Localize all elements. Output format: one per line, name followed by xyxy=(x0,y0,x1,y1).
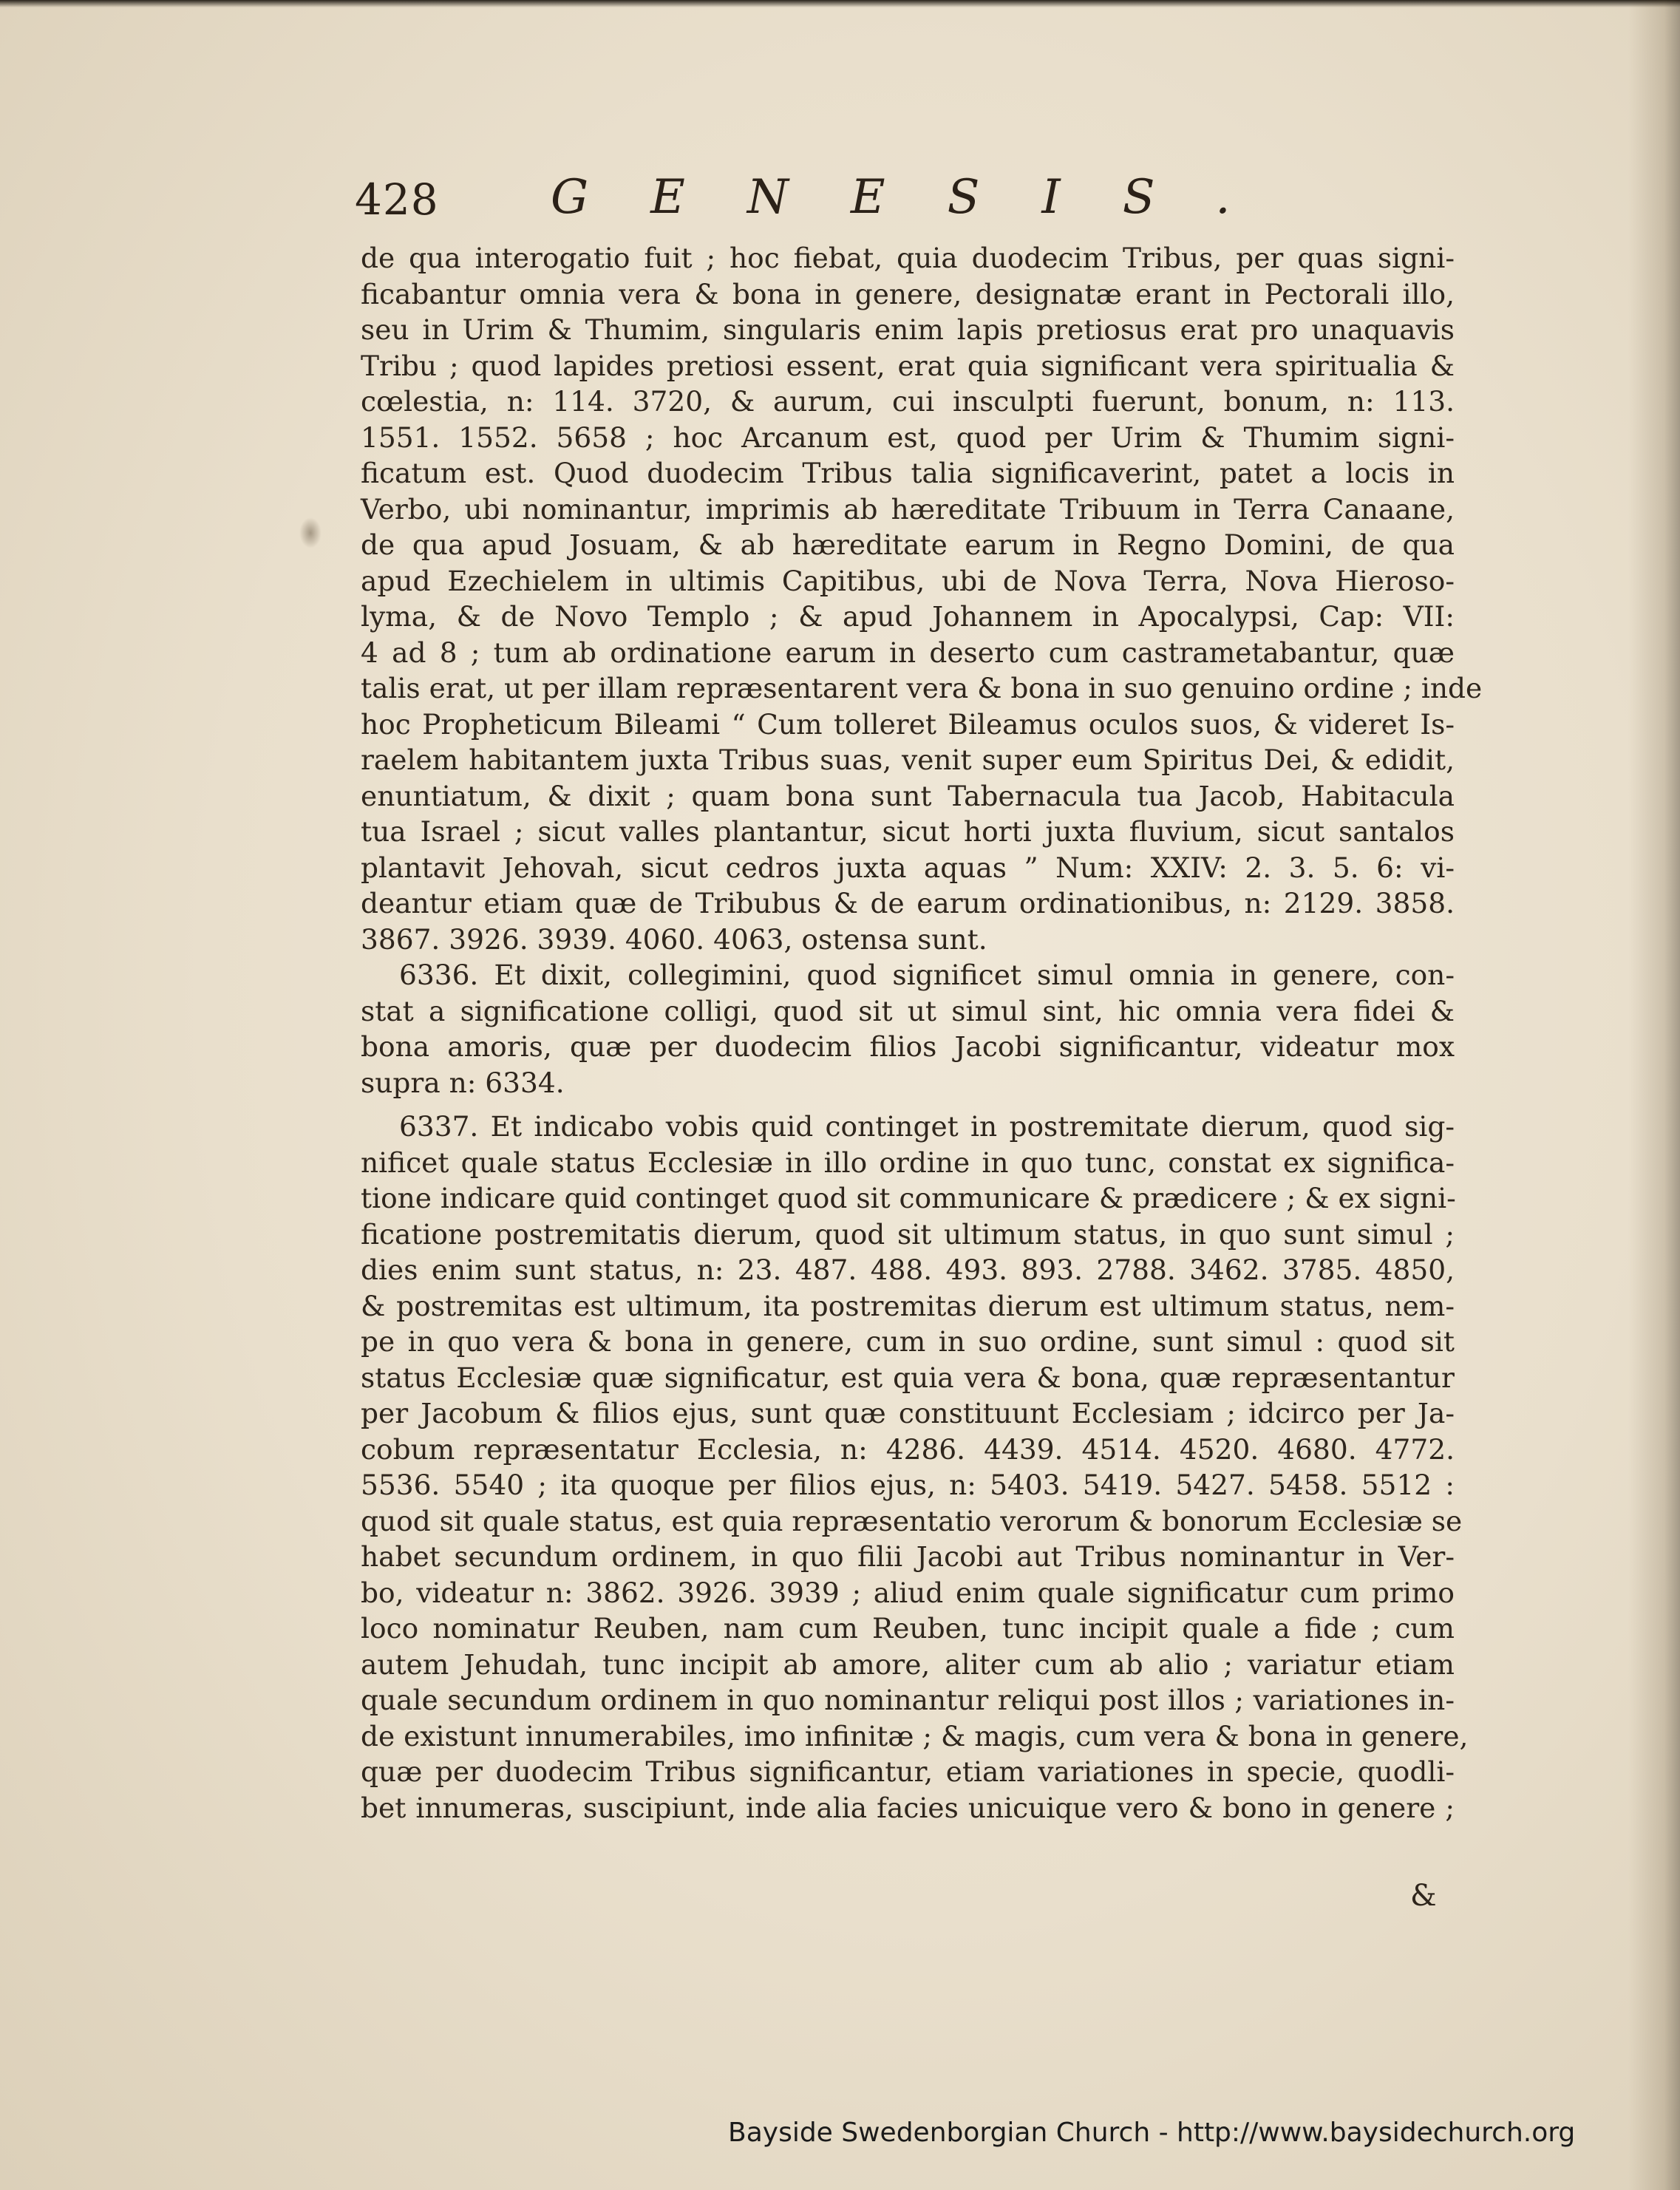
text-line: cobum repræsentatur Ecclesia, n: 4286. 4439. 4514. 4520. 4680. 4772. xyxy=(361,1432,1455,1466)
footer-credit: Bayside Swedenborgian Church - http://www.baysidechurch.org xyxy=(728,2118,1576,2148)
paragraph-6336-line: 6336. Et dixit, collegimini, quod significet simul omnia in genere, con- xyxy=(399,959,1455,991)
text-line: autem Jehudah, tunc incipit ab amore, aliter cum ab alio ; variatur etiam xyxy=(361,1647,1455,1681)
text-line: quod sit quale status, est quia repræsentatio verorum & bonorum Ecclesiæ se xyxy=(361,1504,1463,1537)
text-line: per Jacobum & filios ejus, sunt quæ constituunt Ecclesiam ; idcirco per Ja- xyxy=(361,1397,1455,1429)
text-line: 4 ad 8 ; tum ab ordinatione earum in deserto cum castrametabantur, quæ xyxy=(361,636,1455,669)
text-line: ficabantur omnia vera & bona in genere, designatæ erant in Pectorali illo, xyxy=(361,277,1455,310)
text-line: tua Israel ; sicut valles plantantur, sicut horti juxta fluvium, sicut santalos xyxy=(361,815,1455,848)
page-number: 428 xyxy=(355,174,439,225)
text-line: ficatione postremitatis dierum, quod sit ultimum status, in quo sunt simul ; xyxy=(361,1217,1455,1251)
text-line: apud Ezechielem in ultimis Capitibus, ubi de Nova Terra, Nova Hieroso- xyxy=(361,564,1455,597)
body-text xyxy=(361,240,1483,1826)
text-line: loco nominatur Reuben, nam cum Reuben, tunc incipit quale a fide ; cum xyxy=(361,1612,1455,1645)
text-line: bo, videatur n: 3862. 3926. 3939 ; aliud enim quale significatur cum primo xyxy=(361,1576,1455,1609)
text-line: de qua apud Josuam, & ab hæreditate earum in Regno Domini, de qua xyxy=(361,528,1455,561)
text-line: enuntiatum, & dixit ; quam bona sunt Tabernacula tua Jacob, Habitacula xyxy=(361,779,1455,812)
text-line: de existunt innumerabiles, imo infinitæ ; & magis, cum vera & bona in genere, xyxy=(361,1719,1469,1752)
text-line: quæ per duodecim Tribus significantur, etiam variationes in specie, quodli- xyxy=(361,1755,1455,1788)
text-line: plantavit Jehovah, sicut cedros juxta aquas ” Num: XXIV: 2. 3. 5. 6: vi- xyxy=(361,851,1455,884)
text-line: habet secundum ordinem, in quo filii Jacobi aut Tribus nominantur in Ver- xyxy=(361,1540,1455,1573)
text-line: Tribu ; quod lapides pretiosi essent, erat quia significant vera spiritualia & xyxy=(361,349,1455,382)
text-line: cœlestia, n: 114. 3720, & aurum, cui insculpti fuerunt, bonum, n: 113. xyxy=(361,385,1455,418)
text-line: raelem habitantem juxta Tribus suas, venit super eum Spiritus Dei, & edidit, xyxy=(361,744,1455,776)
text-line: deantur etiam quæ de Tribubus & de earum ordinationibus, n: 2129. 3858. xyxy=(361,887,1455,919)
text-line: 3867. 3926. 3939. 4060. 4063, ostensa sunt. xyxy=(361,922,987,956)
text-line: ficatum est. Quod duodecim Tribus talia significaverint, patet a locis in xyxy=(361,457,1455,489)
ink-smudge xyxy=(299,517,322,548)
text-line: de qua interogatio fuit ; hoc fiebat, quia duodecim Tribus, per quas signi- xyxy=(361,242,1455,274)
text-line: status Ecclesiæ quæ significatur, est quia vera & bona, quæ repræsentantur xyxy=(361,1361,1455,1394)
text-line: hoc Propheticum Bileami “ Cum tolleret Bileamus oculos suos, & videret Is- xyxy=(361,707,1455,741)
text-line: & postremitas est ultimum, ita postremitas dierum est ultimum status, nem- xyxy=(361,1289,1455,1322)
paragraph-6337-line: 6337. Et indicabo vobis quid continget in postremitate dierum, quod sig- xyxy=(399,1110,1455,1143)
text-line: 1551. 1552. 5658 ; hoc Arcanum est, quod per Urim & Thumim signi- xyxy=(361,421,1455,454)
running-title: GENESIS. xyxy=(551,170,1293,225)
text-line: bet innumeras, suscipiunt, inde alia facies unicuique vero & bono in genere ; xyxy=(361,1791,1455,1824)
page-header xyxy=(355,170,1293,229)
text-line: nificet quale status Ecclesiæ in illo ordine in quo tunc, constat ex significa- xyxy=(361,1146,1455,1179)
text-line: stat a significatione colligi, quod sit ut simul sint, hic omnia vera fidei & xyxy=(361,994,1455,1027)
text-line: 5536. 5540 ; ita quoque per filios ejus, n: 5403. 5419. 5427. 5458. 5512 : xyxy=(361,1469,1455,1501)
text-line: bona amoris, quæ per duodecim filios Jacobi significantur, videatur mox xyxy=(361,1030,1455,1063)
catchword: & xyxy=(1410,1879,1437,1913)
text-line: talis erat, ut per illam repræsentarent vera & bona in suo genuino ordine ; inde xyxy=(361,672,1483,704)
text-line: pe in quo vera & bona in genere, cum in suo ordine, sunt simul : quod sit xyxy=(361,1325,1455,1358)
page-right-edge-shadow xyxy=(1628,0,1680,2190)
text-line: lyma, & de Novo Templo ; & apud Johannem in Apocalypsi, Cap: VII: xyxy=(361,600,1455,633)
page-top-edge xyxy=(0,0,1680,7)
text-line: dies enim sunt status, n: 23. 487. 488. 493. 893. 2788. 3462. 3785. 4850, xyxy=(361,1254,1455,1286)
text-line: tione indicare quid continget quod sit communicare & prædicere ; & ex signi- xyxy=(361,1182,1456,1214)
text-line: Verbo, ubi nominantur, imprimis ab hæreditate Tribuum in Terra Canaane, xyxy=(361,492,1455,526)
text-line: supra n: 6334. xyxy=(361,1066,565,1099)
text-line: quale secundum ordinem in quo nominantur reliqui post illos ; variationes in- xyxy=(361,1684,1455,1716)
text-line: seu in Urim & Thumim, singularis enim lapis pretiosus erat pro unaquavis xyxy=(361,313,1455,346)
